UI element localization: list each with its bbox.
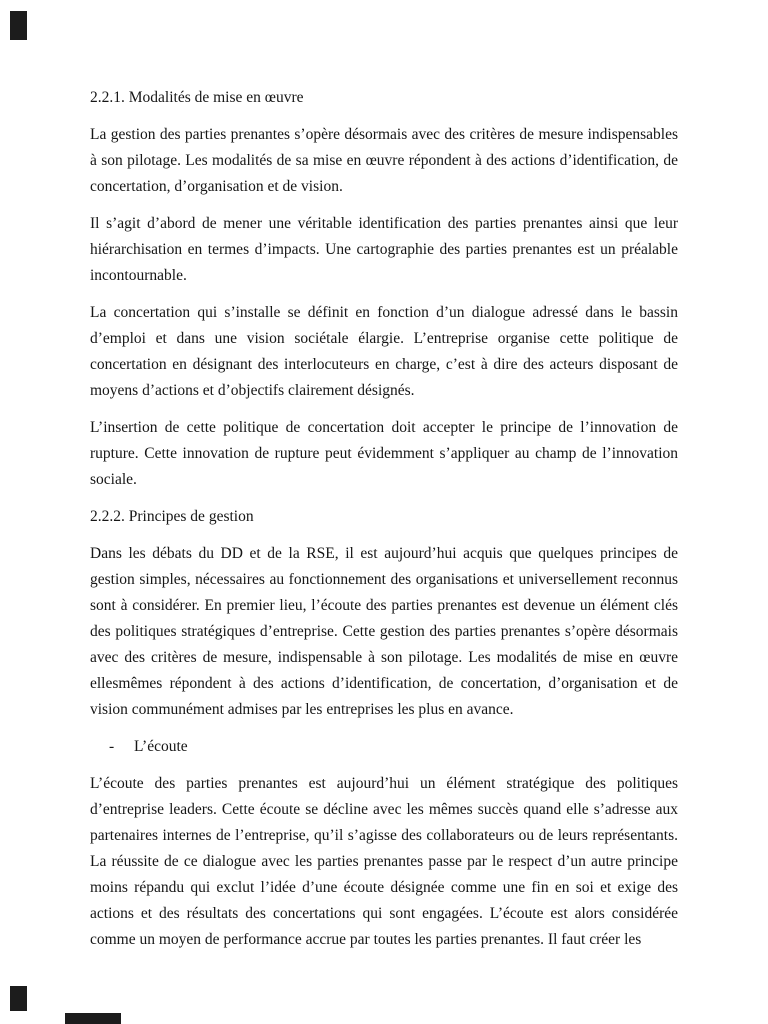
list-item-label: L’écoute — [134, 738, 188, 755]
section-heading-2-2-2: 2.2.2. Principes de gestion — [90, 508, 254, 525]
scan-artifact-bottom-left — [10, 986, 27, 1011]
paragraph-insertion-politique: L’insertion de cette politique de concertation doit accepter le principe de l’innovation de rupture. Cette innovation de rupture peut évidemment s’appliquer au champ de l’innovation sociale. — [90, 419, 678, 488]
list-item-ecoute — [90, 734, 678, 760]
list-bullet-dash: - — [109, 738, 115, 755]
scan-artifact-bottom-edge — [65, 1013, 121, 1024]
scan-artifact-top-left — [10, 11, 27, 40]
paragraph-principes-gestion: Dans les débats du DD et de la RSE, il est aujourd’hui acquis que quelques principes de gestion simples, nécessaires au fonctionnement des organisations et universellement reconnus sont à considérer. En premier lieu, l’écoute des parties prenantes est devenue un élément clés des politiques stratégiques d’entreprise. Cette gestion des parties prenantes s’opère désormais avec des critères de mesure, indispensable à son pilotage. Les modalités de mise en œuvre ellesmêmes répondent à des actions d’identification, de concertation, d’organisation et de vision communément admises par les entreprises les plus en avance. — [90, 545, 678, 718]
paragraph-concertation: La concertation qui s’installe se définit en fonction d’un dialogue adressé dans le bassin d’emploi et dans une vision sociétale élargie. L’entreprise organise cette politique de concertation en désignant des interlocuteurs en charge, c’est à dire des acteurs disposant de moyens d’actions et d’objectifs clairement désignés. — [90, 304, 678, 399]
section-heading-2-2-1: 2.2.1. Modalités de mise en œuvre — [90, 89, 304, 106]
document-body — [90, 85, 678, 964]
paragraph-identification: Il s’agit d’abord de mener une véritable identification des parties prenantes ainsi que leur hiérarchisation en termes d’impacts. Une cartographie des parties prenantes est un préalable incontournable. — [90, 215, 678, 284]
paragraph-ecoute-detail: L’écoute des parties prenantes est aujourd’hui un élément stratégique des politiques d’entreprise leaders. Cette écoute se décline avec les mêmes succès quand elle s’adresse aux partenaires internes de l’entreprise, qu’il s’agisse des collaborateurs ou de leurs représentants. La réussite de ce dialogue avec les parties prenantes passe par le respect d’un autre principe moins répandu qui exclut l’idée d’une écoute désignée comme une fin en soi et exige des actions et des résultats des concertations qui sont engagées. L’écoute est alors considérée comme un moyen de performance accrue par toutes les parties prenantes. Il faut créer les — [90, 775, 678, 948]
paragraph-gestion-parties-prenantes: La gestion des parties prenantes s’opère désormais avec des critères de mesure indispensables à son pilotage. Les modalités de sa mise en œuvre répondent à des actions d’identification, de concertation, d’organisation et de vision. — [90, 126, 678, 195]
